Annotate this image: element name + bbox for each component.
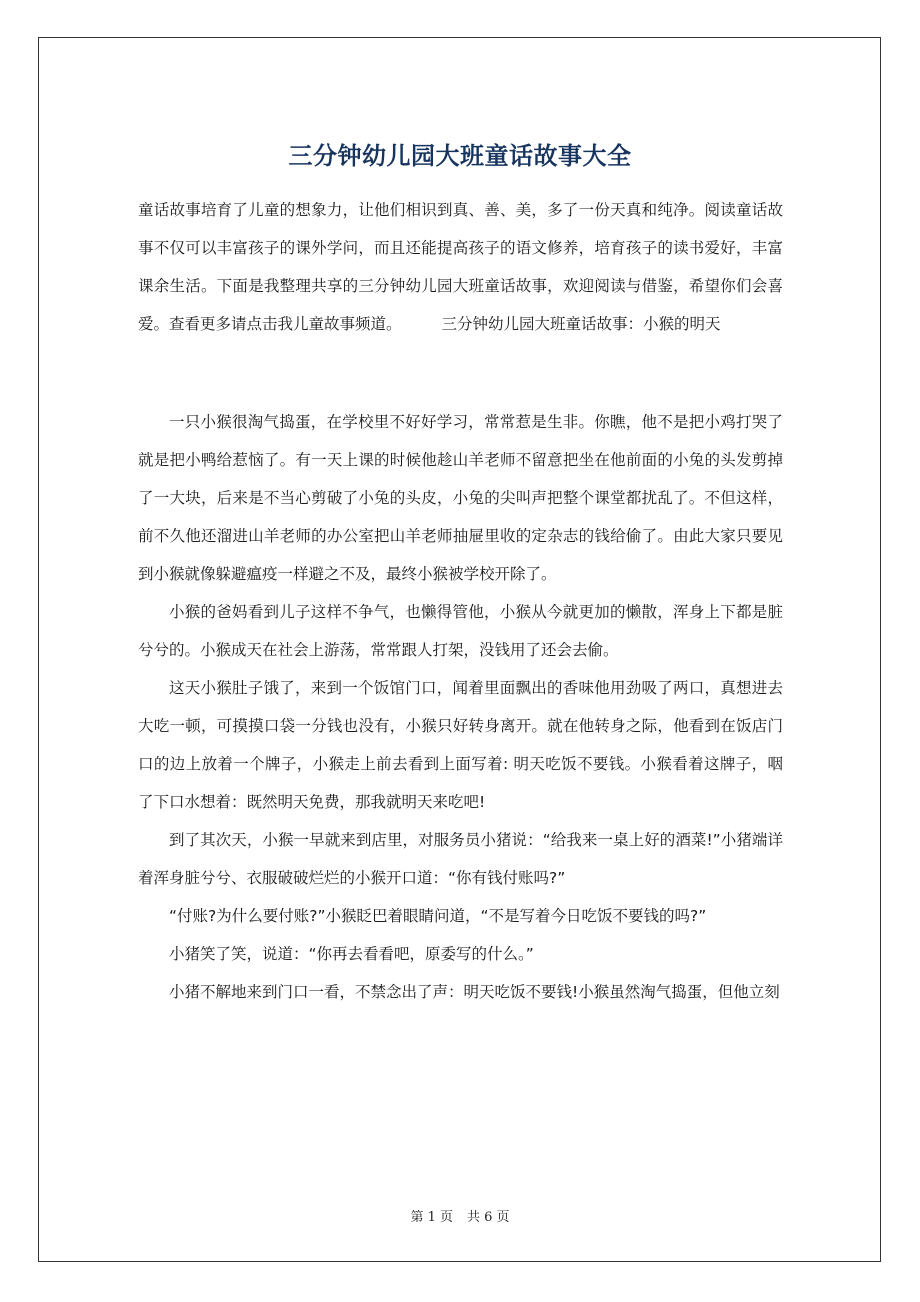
intro-text: 童话故事培育了儿童的想象力，让他们相识到真、善、美，多了一份天真和纯净。阅读童话故事不仅可以丰富孩子的课外学问，而且还能提高孩子的语文修养，培育孩子的读书爱好，丰富课余生活。下面是我整理共享的三分钟幼儿园大班童话故事，欢迎阅读与借鉴，希望你们会喜爱。查看更多请点击我儿童故事频道。	[138, 201, 783, 333]
document-title: 三分钟幼儿园大班童话故事大全	[288, 142, 632, 171]
body-paragraph-6: 小猪笑了笑，说道：“你再去看看吧，原委写的什么。”	[169, 945, 534, 963]
page-number: 第 1 页	[410, 1210, 453, 1225]
body-paragraph-1: 一只小猴很淘气捣蛋，在学校里不好好学习，常常惹是生非。你瞧，他不是把小鸡打哭了就是把小鸭给惹恼了。有一天上课的时候他趁山羊老师不留意把坐在他前面的小兔的头发剪掉了一大块，后来是不当心剪破了小兔的头皮，小兔的尖叫声把整个课堂都扰乱了。不但这样，前不久他还溜进山羊老师的办公室把山羊老师抽屉里收的定杂志的钱给偷了。由此大家只要见到小猴就像躲避瘟疫一样避之不及，最终小猴被学校开除了。	[138, 413, 783, 583]
body-paragraph-7: 小猪不解地来到门口一看，不禁念出了声：明天吃饭不要钱!小猴虽然淘气捣蛋，但他立刻	[169, 983, 780, 1001]
page-footer	[0, 1206, 920, 1225]
body-paragraph-2: 小猴的爸妈看到儿子这样不争气，也懒得管他，小猴从今就更加的懒散，浑身上下都是脏兮兮的。小猴成天在社会上游荡，常常跟人打架，没钱用了还会去偷。	[138, 603, 783, 659]
document-body	[138, 191, 783, 1011]
intro-paragraph	[138, 191, 783, 343]
intro-subtitle: 三分钟幼儿园大班童话故事：小猴的明天	[441, 315, 721, 333]
body-paragraph-5: “付账?为什么要付账?”小猴眨巴着眼睛问道，“不是写着今日吃饭不要钱的吗?”	[169, 907, 707, 925]
body-paragraph-4: 到了其次天，小猴一早就来到店里，对服务员小猪说：“给我来一桌上好的酒菜!”小猪端详着浑身脏兮兮、衣服破破烂烂的小猴开口道：“你有钱付账吗?”	[138, 831, 783, 887]
page-total: 共 6 页	[467, 1210, 510, 1225]
body-paragraph-3: 这天小猴肚子饿了，来到一个饭馆门口，闻着里面飘出的香味他用劲吸了两口，真想进去大吃一顿，可摸摸口袋一分钱也没有，小猴只好转身离开。就在他转身之际，他看到在饭店门口的边上放着一个牌子，小猴走上前去看到上面写着: 明天吃饭不要钱。小猴看着这牌子，咽了下口水想着：既然明天免费，那我就明天来吃吧!	[138, 679, 783, 811]
